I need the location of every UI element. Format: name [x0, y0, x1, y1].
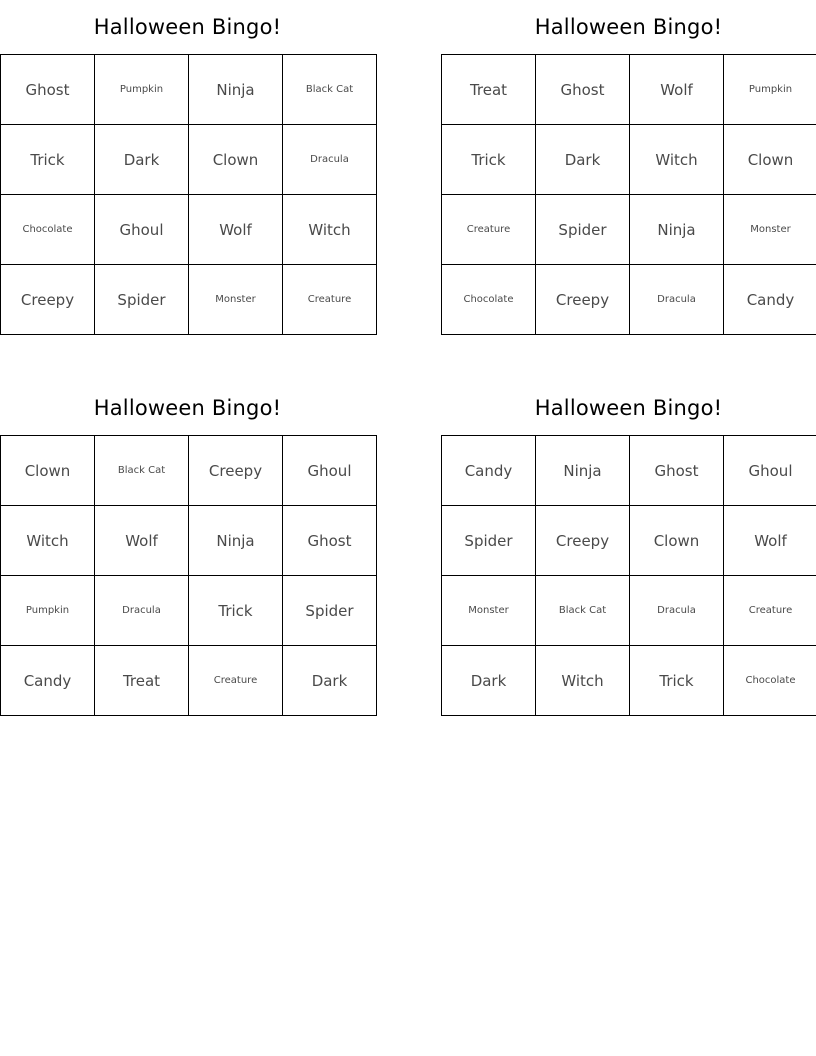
bingo-grid — [0, 54, 377, 335]
grid-cell: Creature — [724, 576, 816, 646]
bingo-card-2 — [441, 12, 816, 309]
grid-cell: Dark — [283, 646, 377, 716]
grid-cell: Wolf — [724, 506, 816, 576]
grid-cell: Spider — [536, 195, 630, 265]
grid-cell: Monster — [442, 576, 536, 646]
grid-cell: Black Cat — [536, 576, 630, 646]
grid-cell: Creepy — [1, 265, 95, 335]
grid-row — [442, 506, 816, 576]
grid-cell: Creature — [283, 265, 377, 335]
grid-cell: Ghoul — [95, 195, 189, 265]
grid-cell: Pumpkin — [95, 55, 189, 125]
grid-cell: Spider — [95, 265, 189, 335]
grid-cell: Ninja — [189, 55, 283, 125]
grid-row — [442, 55, 816, 125]
grid-row — [442, 195, 816, 265]
bingo-card-3 — [0, 393, 375, 690]
grid-row — [1, 576, 377, 646]
grid-cell: Wolf — [95, 506, 189, 576]
grid-cell: Ghost — [536, 55, 630, 125]
grid-cell: Wolf — [189, 195, 283, 265]
grid-cell: Witch — [1, 506, 95, 576]
bingo-grid — [0, 435, 377, 716]
grid-cell: Creature — [189, 646, 283, 716]
grid-cell: Wolf — [630, 55, 724, 125]
bingo-grid — [441, 54, 816, 335]
grid-cell: Dark — [95, 125, 189, 195]
bingo-card-1 — [0, 12, 375, 309]
grid-row — [1, 125, 377, 195]
grid-cell: Trick — [1, 125, 95, 195]
grid-cell: Chocolate — [1, 195, 95, 265]
grid-cell: Chocolate — [442, 265, 536, 335]
grid-cell: Candy — [724, 265, 816, 335]
grid-cell: Dark — [442, 646, 536, 716]
grid-cell: Ghoul — [283, 436, 377, 506]
grid-cell: Treat — [95, 646, 189, 716]
grid-row — [1, 55, 377, 125]
grid-cell: Ghost — [630, 436, 724, 506]
card-title: Halloween Bingo! — [534, 15, 723, 39]
grid-cell: Creepy — [536, 506, 630, 576]
grid-cell: Black Cat — [95, 436, 189, 506]
grid-cell: Trick — [630, 646, 724, 716]
grid-cell: Witch — [283, 195, 377, 265]
grid-cell: Spider — [442, 506, 536, 576]
grid-cell: Creepy — [536, 265, 630, 335]
grid-row — [442, 125, 816, 195]
grid-cell: Dracula — [630, 265, 724, 335]
grid-cell: Ninja — [536, 436, 630, 506]
grid-cell: Trick — [442, 125, 536, 195]
grid-row — [442, 436, 816, 506]
bingo-card-4 — [441, 393, 816, 690]
grid-cell: Clown — [630, 506, 724, 576]
grid-cell: Dark — [536, 125, 630, 195]
grid-row — [1, 506, 377, 576]
card-title: Halloween Bingo! — [93, 396, 282, 420]
grid-cell: Monster — [189, 265, 283, 335]
grid-row — [1, 646, 377, 716]
grid-cell: Monster — [724, 195, 816, 265]
grid-cell: Dracula — [630, 576, 724, 646]
card-title: Halloween Bingo! — [93, 15, 282, 39]
grid-cell: Clown — [189, 125, 283, 195]
grid-row — [442, 646, 816, 716]
grid-cell: Treat — [442, 55, 536, 125]
grid-cell: Ninja — [630, 195, 724, 265]
grid-cell: Ninja — [189, 506, 283, 576]
grid-row — [442, 265, 816, 335]
grid-cell: Clown — [1, 436, 95, 506]
grid-cell: Spider — [283, 576, 377, 646]
grid-cell: Pumpkin — [724, 55, 816, 125]
grid-cell: Witch — [536, 646, 630, 716]
grid-cell: Candy — [442, 436, 536, 506]
card-title: Halloween Bingo! — [534, 396, 723, 420]
grid-cell: Ghost — [283, 506, 377, 576]
grid-cell: Creature — [442, 195, 536, 265]
bingo-grid — [441, 435, 816, 716]
grid-cell: Ghost — [1, 55, 95, 125]
grid-cell: Candy — [1, 646, 95, 716]
grid-cell: Pumpkin — [1, 576, 95, 646]
grid-cell: Creepy — [189, 436, 283, 506]
grid-cell: Ghoul — [724, 436, 816, 506]
grid-row — [442, 576, 816, 646]
grid-cell: Black Cat — [283, 55, 377, 125]
grid-row — [1, 195, 377, 265]
grid-cell: Dracula — [95, 576, 189, 646]
grid-cell: Chocolate — [724, 646, 816, 716]
grid-cell: Clown — [724, 125, 816, 195]
grid-cell: Trick — [189, 576, 283, 646]
grid-cell: Dracula — [283, 125, 377, 195]
grid-row — [1, 265, 377, 335]
grid-row — [1, 436, 377, 506]
grid-cell: Witch — [630, 125, 724, 195]
